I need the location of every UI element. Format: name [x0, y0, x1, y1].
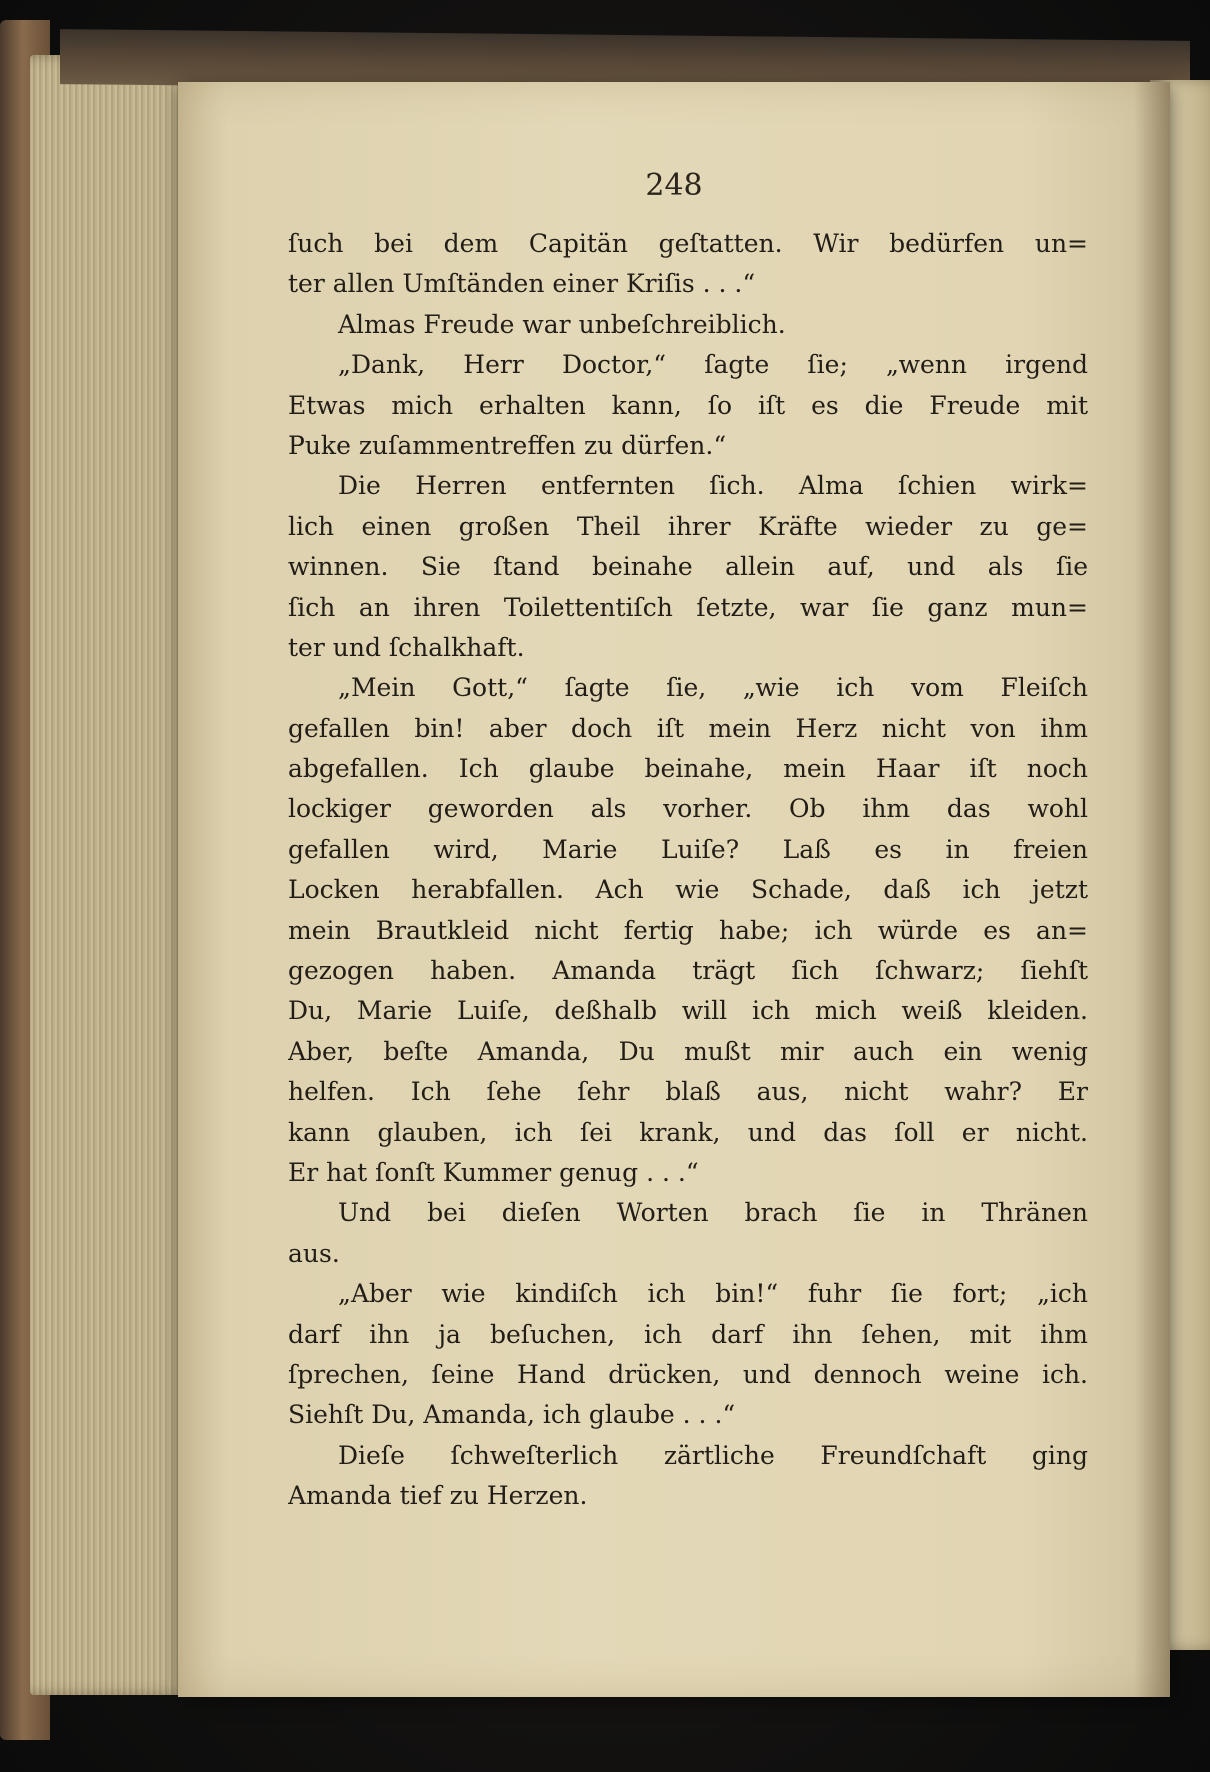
page-stack-edge: [30, 55, 190, 1695]
text-line: lich einen großen Theil ihrer Kräfte wieder zu ge=: [288, 511, 1088, 541]
text-line: ter und ſchalkhaft.: [288, 632, 525, 662]
text-line: darf ihn ja beſuchen, ich darf ihn ſehen, mit ihm: [288, 1319, 1088, 1349]
text-line: gezogen haben. Amanda trägt ſich ſchwarz; ſiehſt: [288, 956, 1088, 986]
text-line: gefallen bin! aber doch iſt mein Herz nicht von ihm: [288, 713, 1088, 743]
text-line: winnen. Sie ſtand beinahe allein auf, und als ſie: [288, 552, 1088, 582]
text-line: ſuch bei dem Capitän geſtatten. Wir bedürfen un=: [288, 229, 1088, 258]
text-line: „Mein Gott,“ ſagte ſie, „wie ich vom Fleiſch: [338, 673, 1088, 703]
page-number: 248: [645, 168, 703, 203]
text-line: „Dank, Herr Doctor,“ ſagte ſie; „wenn irgend: [338, 350, 1088, 380]
page-gutter-shadow: [1134, 82, 1170, 1697]
text-line: lockiger geworden als vorher. Ob ihm das wohl: [288, 794, 1088, 824]
text-line: gefallen wird, Marie Luiſe? Laß es in freien: [288, 834, 1088, 864]
page-text: [288, 224, 1088, 1517]
text-line: aus.: [288, 1238, 340, 1268]
book-page: [178, 82, 1170, 1697]
text-line: Aber, beſte Amanda, Du mußt mir auch ein wenig: [288, 1036, 1088, 1066]
text-line: ſich an ihren Toilettentiſch ſetzte, war ſie ganz mun=: [288, 592, 1088, 622]
text-line: ter allen Umſtänden einer Kriſis . . .“: [288, 269, 756, 299]
text-line: mein Brautkleid nicht fertig habe; ich würde es an=: [288, 915, 1088, 945]
text-line: Und bei dieſen Worten brach ſie in Thränen: [338, 1198, 1088, 1228]
text-line: abgefallen. Ich glaube beinahe, mein Haar iſt noch: [288, 754, 1088, 784]
text-line: Er hat ſonſt Kummer genug . . .“: [288, 1157, 699, 1187]
text-line: helfen. Ich ſehe ſehr blaß aus, nicht wahr? Er: [288, 1077, 1088, 1107]
text-line: „Aber wie kindiſch ich bin!“ fuhr ſie fort; „ich: [338, 1279, 1088, 1309]
text-line: Etwas mich erhalten kann, ſo iſt es die Freude mit: [288, 390, 1088, 420]
text-line: ſprechen, ſeine Hand drücken, und dennoch weine ich.: [288, 1359, 1088, 1389]
text-line: kann glauben, ich ſei krank, und das ſoll er nicht.: [288, 1117, 1088, 1147]
text-line: Siehſt Du, Amanda, ich glaube . . .“: [288, 1400, 736, 1430]
text-line: Du, Marie Luiſe, deßhalb will ich mich weiß kleiden.: [288, 996, 1088, 1026]
text-line: Die Herren entfernten ſich. Alma ſchien wirk=: [338, 471, 1088, 501]
text-line: Amanda tief zu Herzen.: [288, 1481, 588, 1511]
text-line: Locken herabfallen. Ach wie Schade, daß ich jetzt: [288, 875, 1088, 905]
text-line: Almas Freude war unbeſchreiblich.: [338, 309, 786, 339]
text-line: Dieſe ſchweſterlich zärtliche Freundſchaft ging: [338, 1440, 1088, 1470]
text-line: Puke zuſammentreffen zu dürfen.“: [288, 430, 727, 460]
